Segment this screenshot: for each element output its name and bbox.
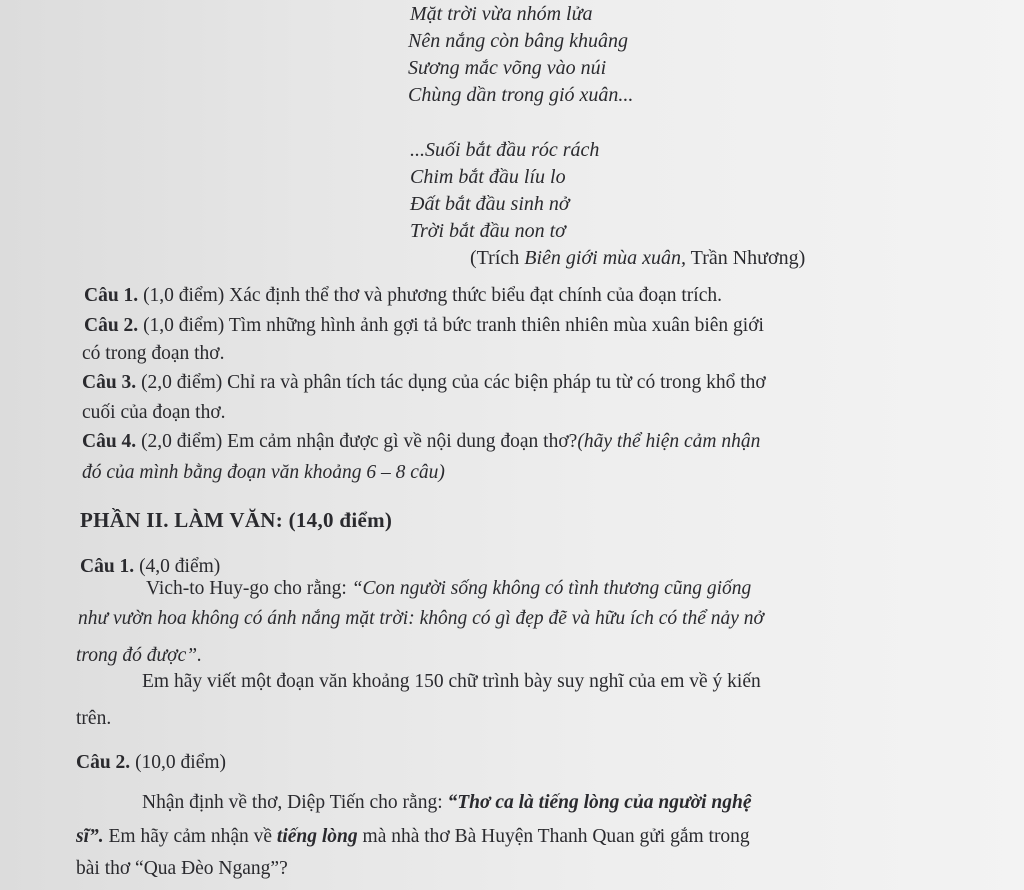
- question-4-text: (2,0 điểm) Em cảm nhận được gì về nội dung đoạn thơ?: [136, 431, 578, 452]
- essay-question-2-line-1: [142, 792, 752, 814]
- poem-line-3: Sương mắc võng vào núi: [408, 57, 607, 79]
- section-2-heading: PHẦN II. LÀM VĂN: (14,0 điểm): [80, 508, 393, 532]
- poem-line-5: ...Suối bắt đầu róc rách: [410, 139, 600, 161]
- essay-question-2-label: Câu 2.: [76, 752, 131, 773]
- essay-question-1-line-1: [146, 578, 751, 600]
- citation-author: Trần Nhương): [686, 247, 806, 269]
- question-1-text: (1,0 điểm) Xác định thể thơ và phương thức biểu đạt chính của đoạn trích.: [138, 285, 722, 306]
- question-1: [84, 285, 722, 307]
- essay-question-2-rest: mà nhà thơ Bà Huyện Thanh Quan gửi gắm trong: [357, 826, 750, 847]
- poem-line-2: Nên nắng còn bâng khuâng: [408, 30, 628, 52]
- essay-question-1-label: Câu 1.: [80, 556, 135, 577]
- essay-question-1-intro: Vich-to Huy-go cho rằng:: [146, 578, 352, 599]
- question-2-text: (1,0 điểm) Tìm những hình ảnh gợi tả bức tranh thiên nhiên mùa xuân biên giới: [138, 315, 764, 336]
- poem-line-7: Đất bắt đầu sinh nở: [410, 193, 570, 215]
- question-4-label: Câu 4.: [82, 431, 137, 452]
- question-4-italic: (hãy thể hiện cảm nhận: [577, 431, 761, 452]
- poem-line-8: Trời bắt đầu non tơ: [410, 220, 566, 242]
- poem-citation: [470, 247, 805, 270]
- essay-question-1: [80, 556, 220, 578]
- essay-question-1-quote-3: trong đó được”.: [76, 645, 202, 666]
- question-3-label: Câu 3.: [82, 372, 137, 393]
- essay-question-2-emphasis: tiếng lòng: [276, 826, 358, 847]
- essay-question-1-quote-2: như vườn hoa không có ánh nắng mặt trời: không có gì đẹp đẽ và hữu ích có thể nảy nở: [78, 608, 764, 629]
- poem-line-4: Chùng dần trong gió xuân...: [408, 84, 634, 106]
- essay-question-2-intro: Nhận định về thơ, Diệp Tiến cho rằng:: [142, 792, 448, 813]
- essay-question-2-line-3: bài thơ “Qua Đèo Ngang”?: [76, 858, 288, 879]
- citation-title: Biên giới mùa xuân,: [524, 247, 687, 269]
- essay-question-2: [76, 752, 226, 774]
- question-3: [82, 372, 766, 394]
- question-2: [84, 315, 764, 337]
- essay-question-2-quote-2: sĩ”.: [76, 826, 104, 847]
- essay-question-1-points: (4,0 điểm): [134, 556, 221, 577]
- question-3-text: (2,0 điểm) Chỉ ra và phân tích tác dụng của các biện pháp tu từ có trong khổ thơ: [136, 372, 766, 393]
- essay-question-2-mid: Em hãy cảm nhận về: [103, 826, 277, 847]
- essay-question-1-task-1: Em hãy viết một đoạn văn khoảng 150 chữ trình bày suy nghĩ của em về ý kiến: [142, 671, 761, 692]
- question-3-continuation: cuối của đoạn thơ.: [82, 402, 226, 423]
- question-4: [82, 431, 760, 453]
- essay-question-2-points: (10,0 điểm): [130, 752, 227, 773]
- poem-line-1: Mặt trời vừa nhóm lửa: [410, 3, 593, 25]
- question-2-label: Câu 2.: [84, 315, 139, 336]
- essay-question-2-line-2: [76, 826, 750, 848]
- question-4-continuation: đó của mình bằng đoạn văn khoảng 6 – 8 câu): [82, 462, 445, 483]
- essay-question-1-quote-1: “Con người sống không có tình thương cũng giống: [351, 578, 752, 599]
- citation-prefix: (Trích: [470, 247, 525, 269]
- question-2-continuation: có trong đoạn thơ.: [82, 343, 225, 364]
- poem-line-6: Chim bắt đầu líu lo: [410, 166, 566, 188]
- question-1-label: Câu 1.: [84, 285, 139, 306]
- essay-question-1-task-2: trên.: [76, 708, 112, 729]
- essay-question-2-quote-1: “Thơ ca là tiếng lòng của người nghệ: [447, 792, 752, 813]
